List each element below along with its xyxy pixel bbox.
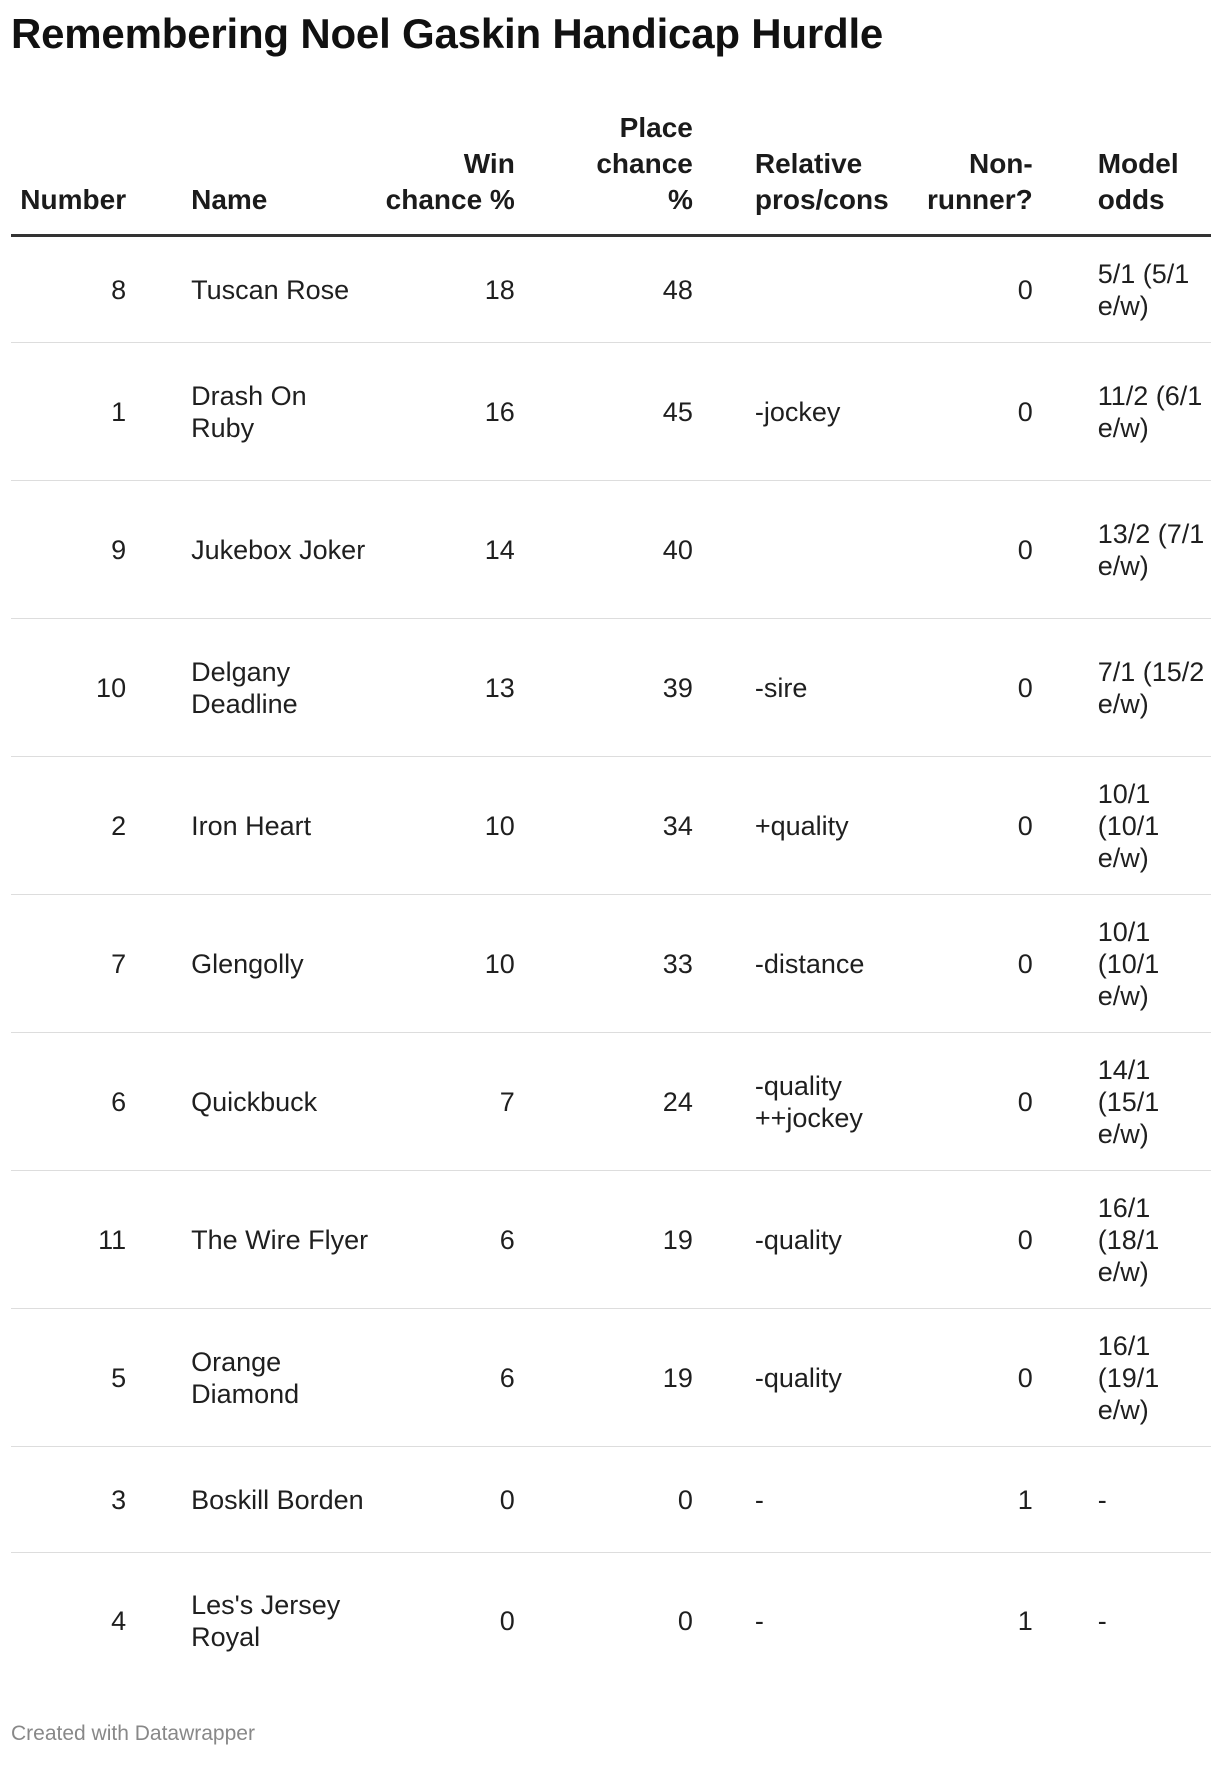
cell-place-chance: 39 bbox=[570, 619, 748, 757]
cell-relative-pros-cons: -sire bbox=[748, 619, 925, 757]
cell-model-odds: 7/1 (15/2 e/w) bbox=[1098, 619, 1211, 757]
cell-model-odds: 16/1 (18/1 e/w) bbox=[1098, 1171, 1211, 1309]
cell-non-runner: 0 bbox=[925, 1171, 1098, 1309]
cell-win-chance: 14 bbox=[371, 481, 570, 619]
cell-win-chance: 0 bbox=[499, 1606, 515, 1636]
cell-place-chance: 24 bbox=[570, 1033, 748, 1171]
cell-name: Tuscan Rose bbox=[191, 236, 371, 343]
cell-relative-pros-cons: -quality bbox=[748, 1309, 925, 1447]
cell-relative-pros-cons: -distance bbox=[748, 895, 925, 1033]
cell-model-odds: - bbox=[1098, 1447, 1211, 1553]
cell-relative-pros-cons: -jockey bbox=[748, 343, 925, 481]
cell-non-runner: 0 bbox=[925, 343, 1098, 481]
table-row bbox=[11, 236, 1211, 343]
header-place-chance: Place chance % bbox=[570, 110, 748, 236]
cell-number: 3 bbox=[11, 1447, 191, 1553]
cell-place-chance: 0 bbox=[570, 1447, 748, 1553]
cell-non-runner: 0 bbox=[925, 619, 1098, 757]
cell-non-runner: 0 bbox=[925, 236, 1098, 343]
cell-place-chance: 0 bbox=[677, 1606, 693, 1636]
cell-number: 1 bbox=[11, 343, 191, 481]
cell-name: Iron Heart bbox=[191, 757, 371, 895]
cell-relative-pros-cons: -quality ++jockey bbox=[748, 1033, 925, 1171]
cell-name: The Wire Flyer bbox=[191, 1171, 371, 1309]
cell-name: Boskill Borden bbox=[191, 1447, 371, 1553]
chart-title: Remembering Noel Gaskin Handicap Hurdle bbox=[11, 10, 884, 57]
cell-name: Glengolly bbox=[191, 895, 371, 1033]
cell-model-odds: 14/1 (15/1 e/w) bbox=[1098, 1033, 1211, 1171]
header-non-runner: Non-runner? bbox=[925, 110, 1098, 236]
table-row bbox=[11, 343, 1211, 481]
table-row bbox=[11, 1171, 1211, 1309]
cell-number: 10 bbox=[11, 619, 191, 757]
cell-non-runner: 1 bbox=[925, 1447, 1098, 1553]
cell-name: Orange Diamond bbox=[191, 1309, 371, 1447]
cell-model-odds: 10/1 (10/1 e/w) bbox=[1098, 757, 1211, 895]
cell-number: 11 bbox=[11, 1171, 191, 1309]
cell-win-chance: 18 bbox=[371, 236, 570, 343]
cell-non-runner: 0 bbox=[925, 1309, 1098, 1447]
cell-place-chance: 48 bbox=[570, 236, 748, 343]
table-row bbox=[11, 619, 1211, 757]
results-table bbox=[11, 110, 1211, 1689]
cell-model-odds: 10/1 (10/1 e/w) bbox=[1098, 895, 1211, 1033]
cell-model-odds: 11/2 (6/1 e/w) bbox=[1098, 343, 1211, 481]
cell-win-chance: 16 bbox=[371, 343, 570, 481]
cell-win-chance: 13 bbox=[371, 619, 570, 757]
cell-non-runner: 0 bbox=[925, 1033, 1098, 1171]
cell-win-chance: 0 bbox=[371, 1447, 570, 1553]
cell-relative-pros-cons: - bbox=[754, 1606, 764, 1636]
cell-model-odds: - bbox=[1097, 1606, 1107, 1636]
table-body bbox=[11, 236, 1211, 1690]
table-row bbox=[11, 757, 1211, 895]
cell-relative-pros-cons: +quality bbox=[748, 757, 925, 895]
cell-non-runner: 0 bbox=[925, 895, 1098, 1033]
cell-place-chance: 45 bbox=[570, 343, 748, 481]
header-model-odds: Model odds bbox=[1098, 110, 1211, 236]
table-row bbox=[11, 481, 1211, 619]
cell-name: Drash On Ruby bbox=[191, 343, 371, 481]
cell-model-odds: 5/1 (5/1 e/w) bbox=[1098, 236, 1211, 343]
cell-non-runner: 0 bbox=[925, 481, 1098, 619]
cell-relative-pros-cons: -quality bbox=[748, 1171, 925, 1309]
cell-win-chance: 6 bbox=[371, 1171, 570, 1309]
cell-number: 5 bbox=[11, 1309, 191, 1447]
cell-relative-pros-cons: - bbox=[748, 1447, 925, 1553]
cell-place-chance: 34 bbox=[570, 757, 748, 895]
cell-place-chance: 33 bbox=[570, 895, 748, 1033]
header-number: Number bbox=[11, 110, 191, 236]
header-row bbox=[11, 110, 1211, 236]
cell-number: 4 bbox=[111, 1606, 127, 1636]
table-row bbox=[11, 1553, 1211, 1690]
cell-number: 2 bbox=[11, 757, 191, 895]
table-row bbox=[11, 1447, 1211, 1553]
table-row bbox=[11, 895, 1211, 1033]
cell-name: Delgany Deadline bbox=[191, 619, 371, 757]
cell-place-chance: 40 bbox=[570, 481, 748, 619]
cell-non-runner: 1 bbox=[1017, 1606, 1033, 1636]
cell-win-chance: 6 bbox=[371, 1309, 570, 1447]
cell-name: Jukebox Joker bbox=[191, 481, 371, 619]
cell-non-runner: 0 bbox=[925, 757, 1098, 895]
header-win-chance: Win chance % bbox=[371, 110, 570, 236]
cell-place-chance: 19 bbox=[570, 1309, 748, 1447]
cell-relative-pros-cons bbox=[748, 236, 925, 343]
table-row bbox=[11, 1309, 1211, 1447]
cell-name: Quickbuck bbox=[191, 1033, 371, 1171]
cell-name: Les's Jersey Royal bbox=[191, 1590, 341, 1652]
cell-number: 8 bbox=[11, 236, 191, 343]
header-name: Name bbox=[191, 110, 371, 236]
cell-number: 6 bbox=[11, 1033, 191, 1171]
header-relative-pros-cons: Relative pros/cons bbox=[748, 110, 925, 236]
cell-place-chance: 19 bbox=[570, 1171, 748, 1309]
cell-win-chance: 7 bbox=[371, 1033, 570, 1171]
table-row bbox=[11, 1033, 1211, 1171]
cell-win-chance: 10 bbox=[371, 895, 570, 1033]
cell-model-odds: 13/2 (7/1 e/w) bbox=[1098, 481, 1211, 619]
cell-number: 9 bbox=[11, 481, 191, 619]
cell-win-chance: 10 bbox=[371, 757, 570, 895]
footer-credit: Created with Datawrapper bbox=[11, 1722, 255, 1745]
cell-number: 7 bbox=[11, 895, 191, 1033]
cell-model-odds: 16/1 (19/1 e/w) bbox=[1098, 1309, 1211, 1447]
cell-relative-pros-cons bbox=[748, 481, 925, 619]
